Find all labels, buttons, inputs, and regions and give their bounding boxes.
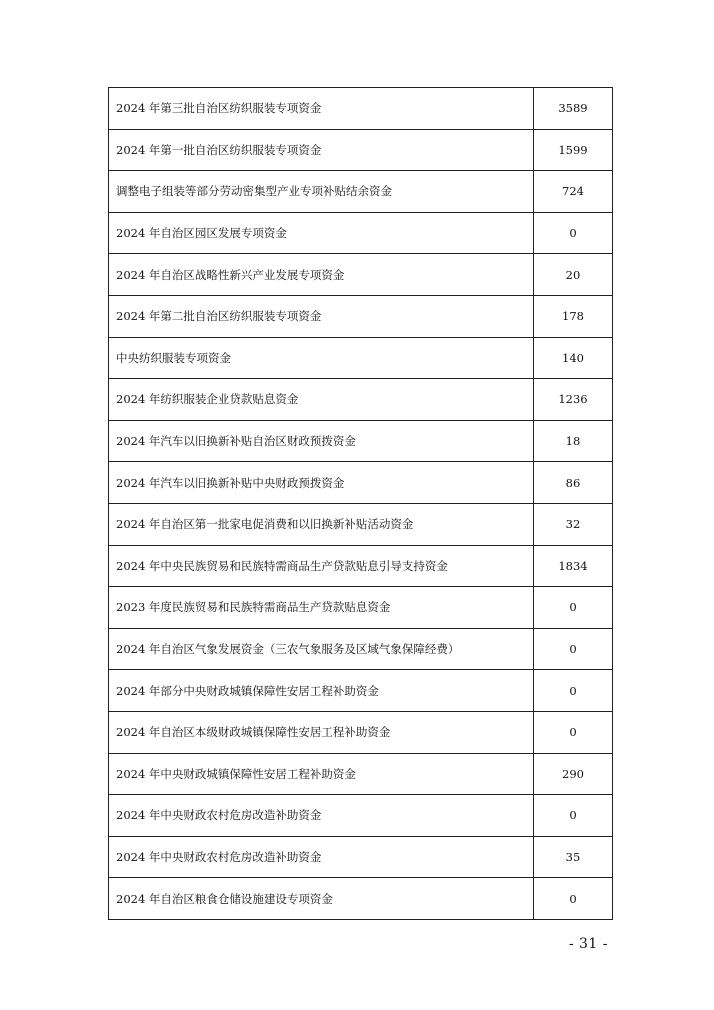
table-row: [109, 628, 613, 670]
fund-name-cell: 2024 年自治区园区发展专项资金: [109, 212, 534, 254]
page-number: - 31 -: [568, 936, 608, 952]
fund-name-cell: 调整电子组装等部分劳动密集型产业专项补贴结余资金: [109, 171, 534, 213]
amount-cell: 0: [534, 670, 613, 712]
table-row: [109, 295, 613, 337]
table-row: [109, 878, 613, 920]
amount-cell: 0: [534, 587, 613, 629]
fund-name-cell: 2024 年自治区气象发展资金（三农气象服务及区域气象保障经费）: [109, 628, 534, 670]
table-row: [109, 337, 613, 379]
table-row: [109, 462, 613, 504]
fund-name-cell: 2024 年自治区第一批家电促消费和以旧换新补贴活动资金: [109, 503, 534, 545]
table-row: [109, 795, 613, 837]
table-row: [109, 836, 613, 878]
fund-name-cell: 2024 年自治区战略性新兴产业发展专项资金: [109, 254, 534, 296]
fund-name-cell: 2024 年自治区粮食仓储设施建设专项资金: [109, 878, 534, 920]
amount-cell: 18: [534, 420, 613, 462]
amount-cell: 0: [534, 878, 613, 920]
amount-cell: 140: [534, 337, 613, 379]
fund-name-cell: 2024 年中央民族贸易和民族特需商品生产贷款贴息引导支持资金: [109, 545, 534, 587]
fund-table-body: [109, 88, 613, 920]
amount-cell: 178: [534, 295, 613, 337]
fund-name-cell: 2024 年第一批自治区纺织服装专项资金: [109, 129, 534, 171]
amount-cell: 1236: [534, 379, 613, 421]
amount-cell: 35: [534, 836, 613, 878]
table-row: [109, 88, 613, 130]
table-row: [109, 171, 613, 213]
fund-name-cell: 2024 年汽车以旧换新补贴自治区财政预拨资金: [109, 420, 534, 462]
fund-name-cell: 2024 年纺织服装企业贷款贴息资金: [109, 379, 534, 421]
amount-cell: 3589: [534, 88, 613, 130]
fund-name-cell: 2023 年度民族贸易和民族特需商品生产贷款贴息资金: [109, 587, 534, 629]
amount-cell: 1834: [534, 545, 613, 587]
fund-name-cell: 中央纺织服装专项资金: [109, 337, 534, 379]
fund-name-cell: 2024 年第二批自治区纺织服装专项资金: [109, 295, 534, 337]
amount-cell: 0: [534, 628, 613, 670]
fund-name-cell: 2024 年汽车以旧换新补贴中央财政预拨资金: [109, 462, 534, 504]
fund-name-cell: 2024 年第三批自治区纺织服装专项资金: [109, 88, 534, 130]
table-row: [109, 545, 613, 587]
fund-name-cell: 2024 年中央财政农村危房改造补助资金: [109, 795, 534, 837]
amount-cell: 0: [534, 795, 613, 837]
fund-name-cell: 2024 年中央财政城镇保障性安居工程补助资金: [109, 753, 534, 795]
fund-name-cell: 2024 年中央财政农村危房改造补助资金: [109, 836, 534, 878]
table-row: [109, 129, 613, 171]
amount-cell: 724: [534, 171, 613, 213]
amount-cell: 0: [534, 212, 613, 254]
amount-cell: 290: [534, 753, 613, 795]
fund-name-cell: 2024 年自治区本级财政城镇保障性安居工程补助资金: [109, 711, 534, 753]
table-row: [109, 753, 613, 795]
table-row: [109, 587, 613, 629]
amount-cell: 0: [534, 711, 613, 753]
fund-name-cell: 2024 年部分中央财政城镇保障性安居工程补助资金: [109, 670, 534, 712]
amount-cell: 20: [534, 254, 613, 296]
table-row: [109, 212, 613, 254]
table-row: [109, 420, 613, 462]
amount-cell: 1599: [534, 129, 613, 171]
table-row: [109, 254, 613, 296]
table-row: [109, 670, 613, 712]
fund-table: [108, 87, 613, 920]
table-row: [109, 711, 613, 753]
amount-cell: 86: [534, 462, 613, 504]
table-row: [109, 503, 613, 545]
amount-cell: 32: [534, 503, 613, 545]
table-row: [109, 379, 613, 421]
